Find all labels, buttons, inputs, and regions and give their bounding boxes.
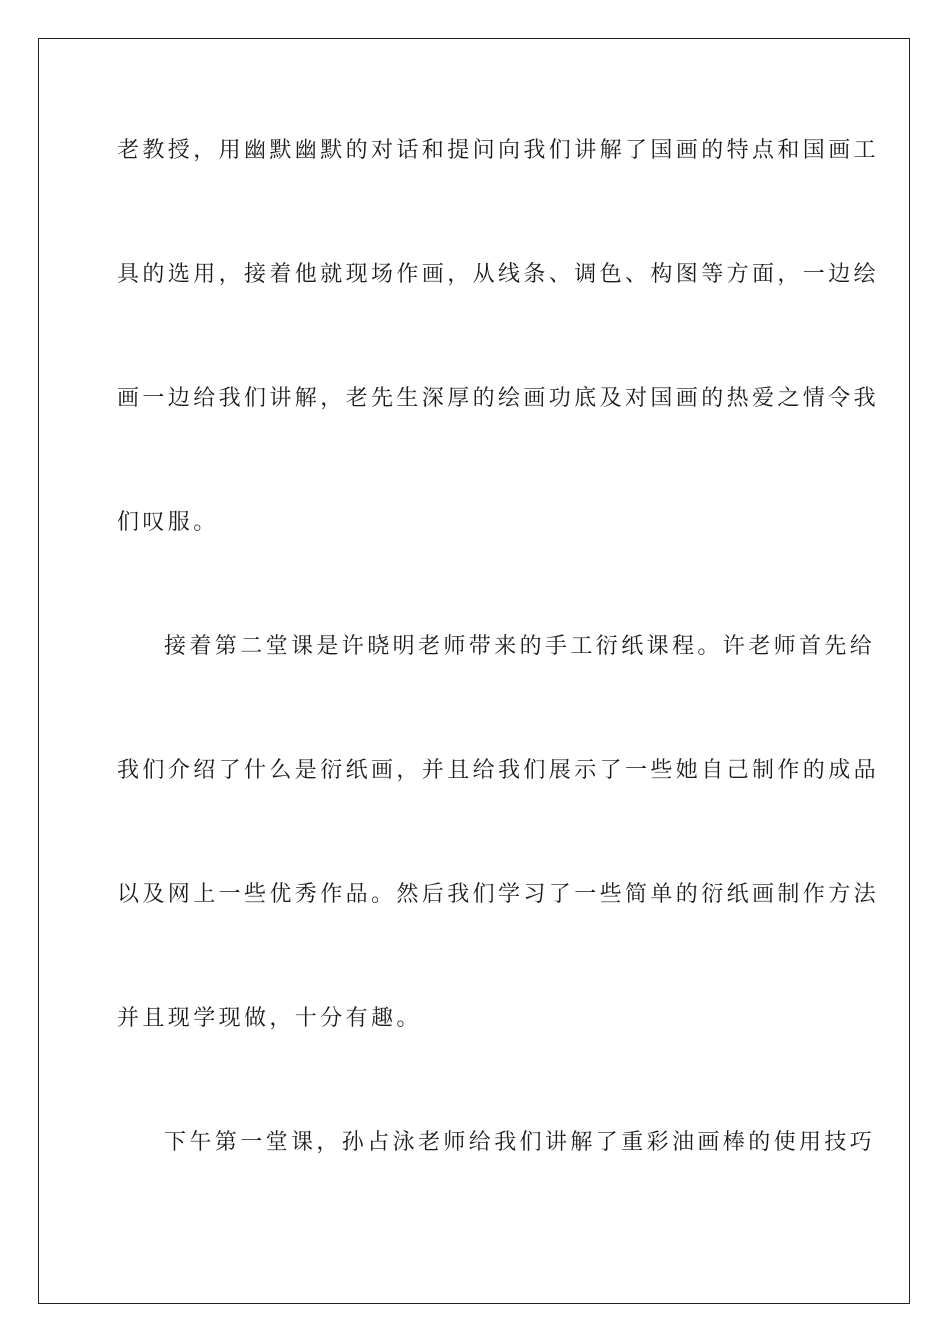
text-line: 老教授，用幽默幽默的对话和提问向我们讲解了国画的特点和国画工 <box>117 138 880 163</box>
text-line: 画一边给我们讲解，老先生深厚的绘画功底及对国画的热爱之情令我 <box>117 386 880 411</box>
paragraph-start-line: 接着第二堂课是许晓明老师带来的手工衍纸课程。许老师首先给 <box>164 634 876 659</box>
paragraph-start-line: 下午第一堂课，孙占泳老师给我们讲解了重彩油画棒的使用技巧 <box>164 1130 876 1155</box>
text-line: 以及网上一些优秀作品。然后我们学习了一些简单的衍纸画制作方法 <box>117 882 880 907</box>
text-line: 我们介绍了什么是衍纸画，并且给我们展示了一些她自己制作的成品 <box>117 758 880 783</box>
text-line: 们叹服。 <box>117 510 219 535</box>
page-border <box>38 38 910 1304</box>
text-line: 并且现学现做，十分有趣。 <box>117 1006 422 1031</box>
text-line: 具的选用，接着他就现场作画，从线条、调色、构图等方面，一边绘 <box>117 262 880 287</box>
